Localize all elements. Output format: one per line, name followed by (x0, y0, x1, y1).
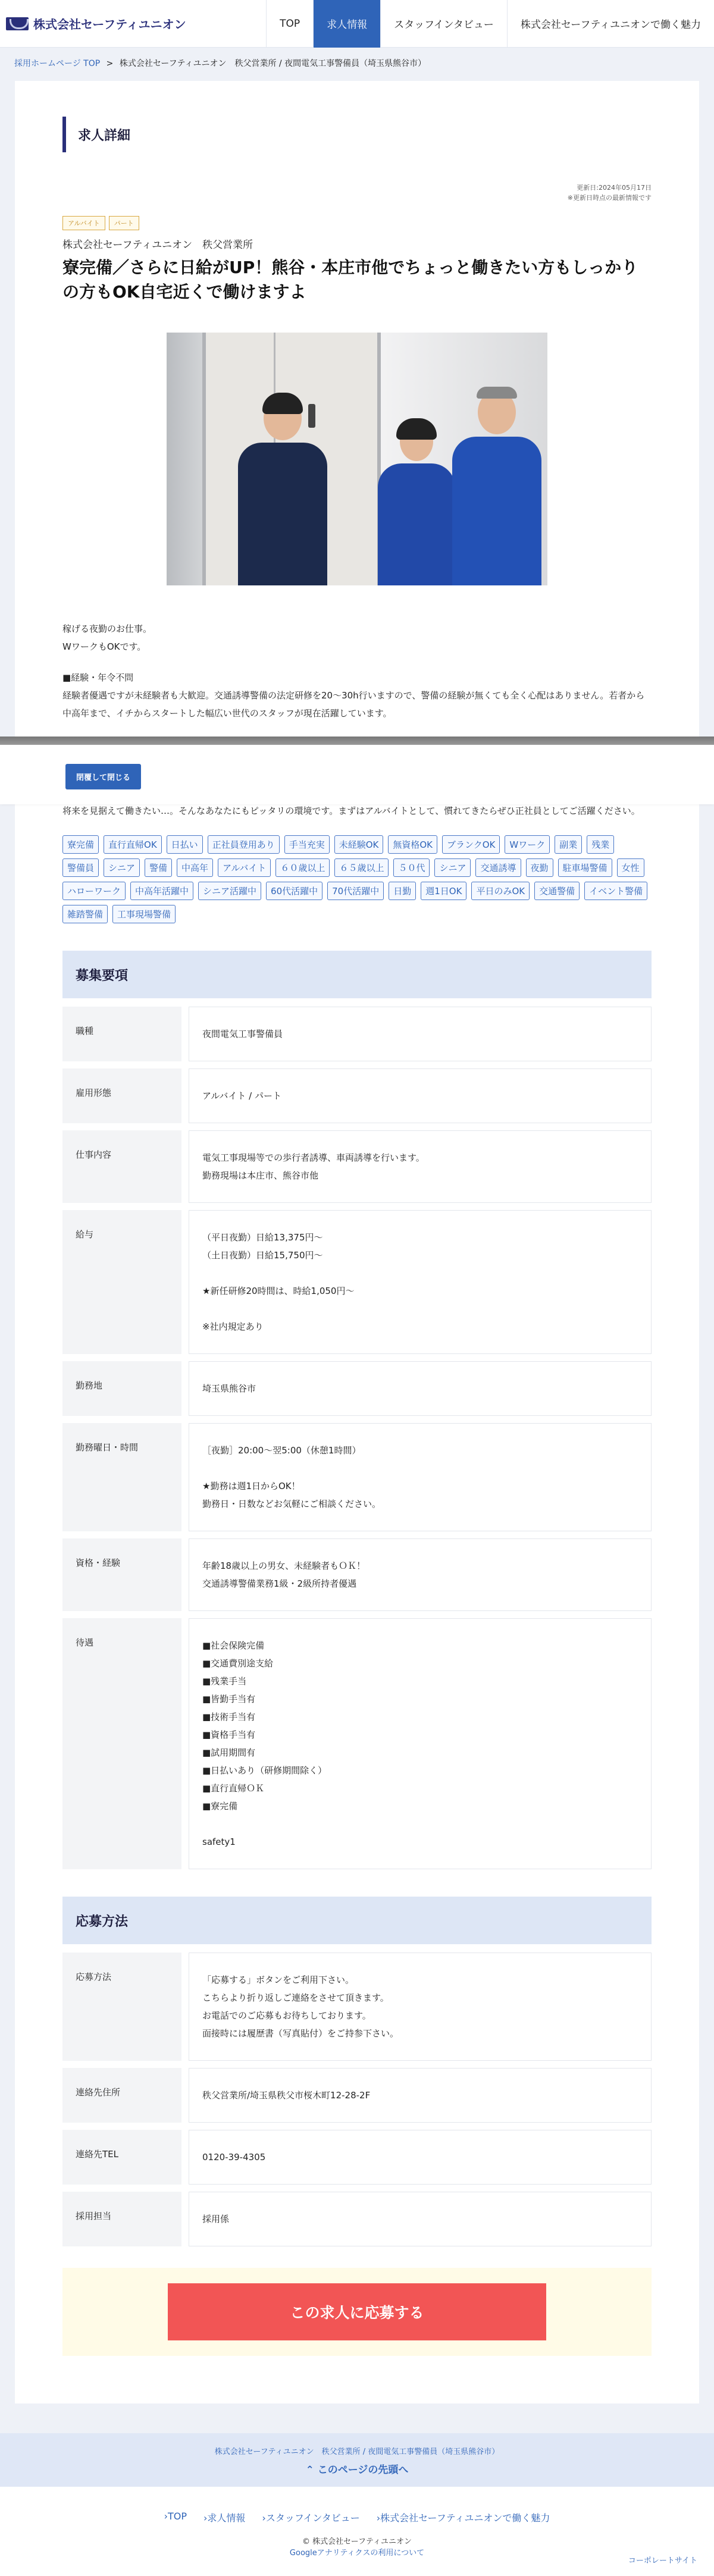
row-value: 採用係 (189, 2192, 652, 2246)
footer-breadcrumb[interactable]: 株式会社セーフティユニオン 秩父営業所 / 夜間電気工事警備員（埼玉県熊谷市） (214, 2447, 500, 2457)
feature-tag: アルバイト (218, 858, 271, 877)
row-value: アルバイト / パート (189, 1068, 652, 1123)
site-footer (0, 2487, 714, 2576)
job-detail-card (15, 81, 699, 2403)
apply-table (62, 1953, 652, 2246)
row-label: 連絡先TEL (62, 2130, 181, 2185)
recruit-table (62, 1007, 652, 1869)
site-logo[interactable] (0, 15, 186, 32)
feature-tag: 手当充実 (284, 835, 330, 854)
feature-tags (62, 835, 652, 923)
footer-nav-top[interactable]: › TOP (164, 2511, 187, 2524)
row-value: ［夜勤］20:00～翌5:00（休憩1時間） ★勤務は週1日からOK！ 勤務日・日数などお気軽にご相談ください。 (189, 1423, 652, 1531)
feature-tag: 交通警備 (534, 882, 580, 900)
feature-tag: 残業 (587, 835, 614, 854)
updated-note: ※更新日時点の最新情報です (567, 193, 652, 202)
photo-person (452, 390, 541, 585)
row-label: 応募方法 (62, 1953, 181, 2061)
overlay-close-button[interactable]: 閉覆して閉じる (65, 764, 141, 789)
company-logo-icon (6, 17, 29, 30)
analytics-policy-link[interactable]: Googleアナリティクスの利用について (289, 2549, 425, 2558)
feature-tag: 副業 (555, 835, 582, 854)
row-value: 0120-39-4305 (189, 2130, 652, 2185)
section-heading-detail: 求人詳細 (62, 117, 652, 152)
feature-tag: シニア (434, 858, 471, 877)
feature-tag: シニア活躍中 (198, 882, 261, 900)
row-label: 職種 (62, 1007, 181, 1061)
feature-tag: 日勤 (389, 882, 416, 900)
row-value: 夜間電気工事警備員 (189, 1007, 652, 1061)
feature-tag: ６５歳以上 (334, 858, 389, 877)
row-value: 年齢18歳以上の男女、未経験者もＯＫ！ 交通誘導警備業務1級・2級所持者優遇 (189, 1538, 652, 1611)
feature-tag: 駐車場警備 (558, 858, 612, 877)
nav-appeal[interactable]: 株式会社セーフティユニオンで働く魅力 (507, 0, 714, 48)
row-value: 「応募する」ボタンをご利用下さい。 こちらより折り返しご連絡をさせて頂きます。 お電話でのご応募もお待ちしております。 面接時には履歴書（写真貼付）をご持参下さい。 (189, 1953, 652, 2061)
description-paragraph: ■経験・年令不問 経験者優遇ですが未経験者も大歓迎。交通誘導警備の法定研修を20～30h行いますので、警備の経験が無くても全く心配はありません。若者から中高年まで、イチからスタートした幅広い世代のスタッフが現在活躍しています。 (62, 672, 645, 719)
row-value: 埼玉県熊谷市 (189, 1361, 652, 1416)
feature-tag: 正社員登用あり (208, 835, 280, 854)
page-top-label: このページの先頭へ (317, 2464, 409, 2477)
row-value: （平日夜勤）日給13,375円～ （土日夜勤）日給15,750円～ ★新任研修20時間は、時給1,050円～ ※社内規定あり (189, 1210, 652, 1354)
job-title: 寮完備／さらに日給がUP！熊谷・本庄市他でちょっと働きたい方もしっかりの方もOK自宅近くで働けますよ (62, 258, 638, 302)
feature-tag: 女性 (617, 858, 644, 877)
photo-person (238, 396, 327, 585)
row-label: 連絡先住所 (62, 2068, 181, 2123)
nav-interview[interactable]: スタッフインタビュー (380, 0, 507, 48)
row-label: 採用担当 (62, 2192, 181, 2246)
feature-tag: 警備 (145, 858, 172, 877)
table-row (62, 1618, 652, 1869)
row-value: 電気工事現場等での歩行者誘導、車両誘導を行います。 勤務現場は本庄市、熊谷市他 (189, 1130, 652, 1203)
feature-tag: 60代活躍中 (266, 882, 322, 900)
corporate-site-link[interactable]: コーポレートサイト (628, 2556, 697, 2566)
feature-tag: 交通誘導 (475, 858, 521, 877)
row-label: 資格・経験 (62, 1538, 181, 1611)
cta-area (62, 2268, 652, 2356)
table-row (62, 2192, 652, 2246)
page-top-link[interactable] (0, 2461, 714, 2476)
page-top-area (0, 2433, 714, 2487)
feature-tag: ５０代 (393, 858, 430, 877)
footer-nav-appeal[interactable]: › 株式会社セーフティユニオンで働く魅力 (377, 2511, 550, 2524)
company-name: 株式会社セーフティユニオン 秩父営業所 (62, 239, 253, 251)
breadcrumb (0, 48, 714, 75)
feature-tag: Wワーク (505, 835, 550, 854)
feature-tag: 夜勤 (526, 858, 553, 877)
breadcrumb-home[interactable]: 採用ホームページ TOP (14, 59, 101, 68)
feature-tag: 直行直帰OK (104, 835, 162, 854)
photo-person (378, 422, 455, 585)
section-heading-apply: 応募方法 (62, 1897, 652, 1944)
section-heading-recruit: 募集要項 (62, 951, 652, 998)
feature-tag: 中高年 (177, 858, 213, 877)
updated-info (62, 183, 652, 203)
nav-top[interactable]: TOP (266, 0, 313, 48)
copyright: © 株式会社セーフティユニオン (302, 2537, 412, 2547)
main-nav (266, 0, 714, 48)
table-row (62, 1130, 652, 1203)
row-label: 雇用形態 (62, 1068, 181, 1123)
site-header (0, 0, 714, 48)
feature-tag: 雑踏警備 (62, 905, 108, 923)
table-row (62, 1423, 652, 1531)
feature-tag: ブランクOK (442, 835, 500, 854)
table-row (62, 1953, 652, 2061)
row-label: 仕事内容 (62, 1130, 181, 1203)
footer-nav (0, 2511, 714, 2524)
description-paragraph: 稼げる夜勤のお仕事。 WワークもOKです。 (62, 623, 152, 653)
feature-tag: 無資格OK (388, 835, 437, 854)
row-value: ■社会保険完備 ■交通費別途支給 ■残業手当 ■皆勤手当有 ■技術手当有 ■資格手当有 ■試用期間有 ■日払いあり（研修期間除く） ■直行直帰ＯＫ ■寮完備 safety1 (189, 1618, 652, 1869)
row-label: 勤務曜日・時間 (62, 1423, 181, 1531)
table-row (62, 2068, 652, 2123)
row-label: 給与 (62, 1210, 181, 1354)
job-photo (167, 333, 547, 585)
employment-tag: アルバイト (62, 216, 105, 230)
feature-tag: ハローワーク (62, 882, 126, 900)
feature-tag: 未経験OK (334, 835, 384, 854)
table-row (62, 1361, 652, 1416)
updated-date: 更新日:2024年05月17日 (577, 184, 652, 192)
nav-jobs[interactable]: 求人情報 (313, 0, 380, 48)
logo-text: 株式会社セーフティユニオン (33, 17, 186, 32)
table-row (62, 1538, 652, 1611)
row-value: 秩父営業所/埼玉県秩父市桜木町12-28-2F (189, 2068, 652, 2123)
breadcrumb-current: 株式会社セーフティユニオン 秩父営業所 / 夜間電気工事警備員（埼玉県熊谷市） (119, 59, 427, 68)
apply-button[interactable]: この求人に応募する (168, 2283, 546, 2340)
employment-tags (62, 216, 652, 230)
employment-tag: パート (109, 216, 139, 230)
table-row (62, 1068, 652, 1123)
feature-tag: 70代活躍中 (327, 882, 384, 900)
row-label: 待遇 (62, 1618, 181, 1869)
feature-tag: 工事現場警備 (112, 905, 176, 923)
feature-tag: イベント警備 (584, 882, 647, 900)
feature-tag: 平日のみOK (471, 882, 530, 900)
feature-tag: 中高年活躍中 (130, 882, 193, 900)
row-label: 勤務地 (62, 1361, 181, 1416)
feature-tag: 日払い (167, 835, 203, 854)
description-paragraph: 将来を見据えて働きたい…。そんなあなたにもピッタリの環境です。まずはアルバイトとして、慣れてきたらぜひ正社員としてご活躍ください。 (62, 806, 640, 817)
footer-nav-jobs[interactable]: › 求人情報 (203, 2511, 245, 2524)
feature-tag: ６０歳以上 (275, 858, 330, 877)
consent-overlay (0, 745, 714, 804)
chevron-up-icon: ⌃ (305, 2464, 314, 2477)
table-row (62, 1210, 652, 1354)
feature-tag: 警備員 (62, 858, 99, 877)
feature-tag: 週1日OK (421, 882, 466, 900)
feature-tag: 寮完備 (62, 835, 99, 854)
feature-tag: シニア (104, 858, 140, 877)
table-row (62, 2130, 652, 2185)
breadcrumb-separator: > (106, 59, 114, 68)
table-row (62, 1007, 652, 1061)
footer-nav-interview[interactable]: › スタッフインタビュー (262, 2511, 359, 2524)
